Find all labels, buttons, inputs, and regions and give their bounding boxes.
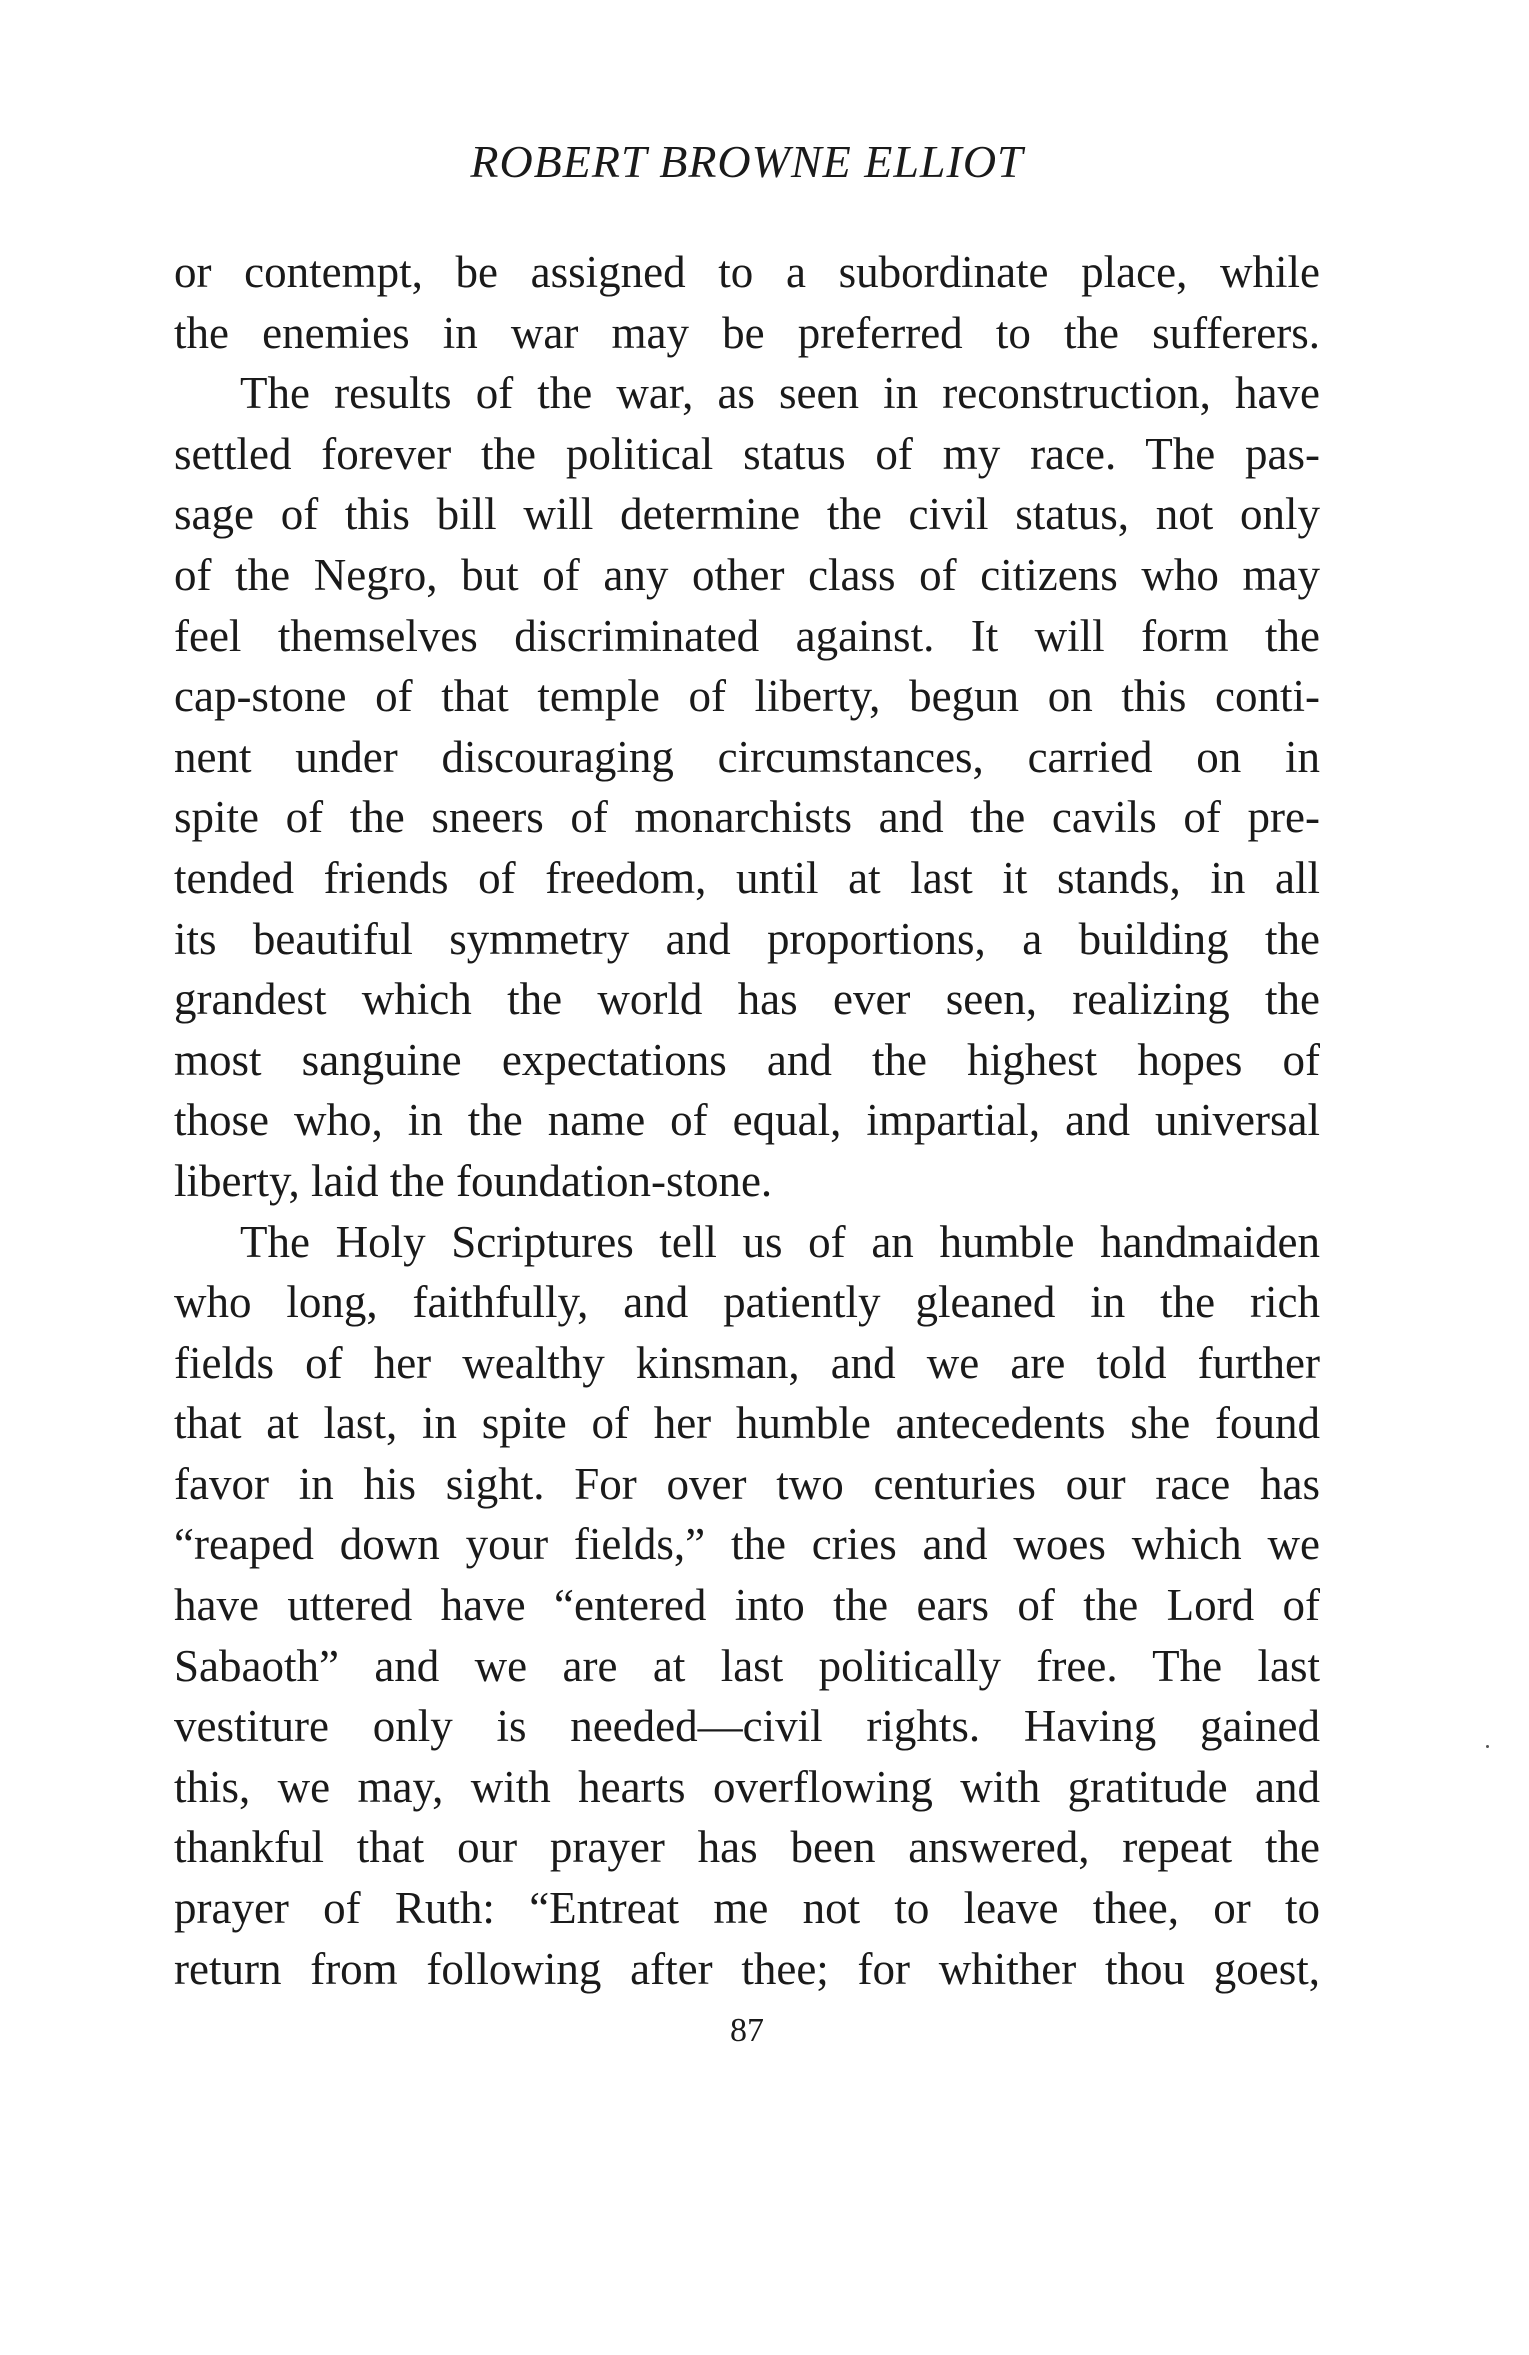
text-line: have uttered have “entered into the ears of the Lord of [174, 1580, 1320, 1631]
text-line: its beautiful symmetry and proportions, a building the [174, 913, 1320, 964]
text-line: The results of the war, as seen in reconstruction, have [240, 368, 1320, 419]
text-line: nent under discouraging circumstances, carried on in [174, 731, 1320, 782]
text-line: Sabaoth” and we are at last politically free. The last [174, 1640, 1320, 1691]
text-line: this, we may, with hearts overflowing with gratitude and [174, 1761, 1320, 1812]
text-line: The Holy Scriptures tell us of an humble handmaiden [240, 1216, 1320, 1267]
text-line: or contempt, be assigned to a subordinate place, while [174, 247, 1320, 297]
body-text [174, 242, 1320, 1999]
text-line: most sanguine expectations and the highest hopes of [174, 1034, 1320, 1085]
text-line: tended friends of freedom, until at last it stands, in all [174, 852, 1320, 903]
text-line: “reaped down your fields,” the cries and woes which we [174, 1519, 1320, 1570]
text-line: favor in his sight. For over two centuries our race has [174, 1458, 1320, 1509]
text-line: vestiture only is needed—civil rights. Having gained [174, 1701, 1320, 1752]
text-line: fields of her wealthy kinsman, and we are told further [174, 1337, 1320, 1388]
text-line: return from following after thee; for whither thou goest, [174, 1943, 1320, 1994]
text-line: liberty, laid the foundation-stone. [174, 1155, 773, 1206]
text-line: settled forever the political status of my race. The pas- [174, 428, 1320, 479]
text-line: cap-stone of that temple of liberty, begun on this conti- [174, 671, 1320, 722]
text-line: that at last, in spite of her humble antecedents she found [174, 1398, 1320, 1449]
text-line: prayer of Ruth: “Entreat me not to leave thee, or to [174, 1883, 1320, 1934]
text-line: those who, in the name of equal, impartial, and universal [174, 1095, 1320, 1146]
text-line: thankful that our prayer has been answered, repeat the [174, 1822, 1320, 1873]
text-line: of the Negro, but of any other class of citizens who may [174, 549, 1320, 600]
page-number: 87 [730, 2012, 764, 2049]
text-line: grandest which the world has ever seen, realizing the [174, 974, 1320, 1025]
text-line: feel themselves discriminated against. It will form the [174, 610, 1320, 661]
text-line: who long, faithfully, and patiently gleaned in the rich [174, 1277, 1320, 1328]
print-speck [1486, 1745, 1489, 1748]
running-head: ROBERT BROWNE ELLIOT [470, 136, 1024, 187]
text-line: the enemies in war may be preferred to the sufferers. [174, 307, 1320, 358]
text-line: spite of the sneers of monarchists and the cavils of pre- [174, 792, 1320, 843]
text-line: sage of this bill will determine the civil status, not only [174, 489, 1320, 540]
